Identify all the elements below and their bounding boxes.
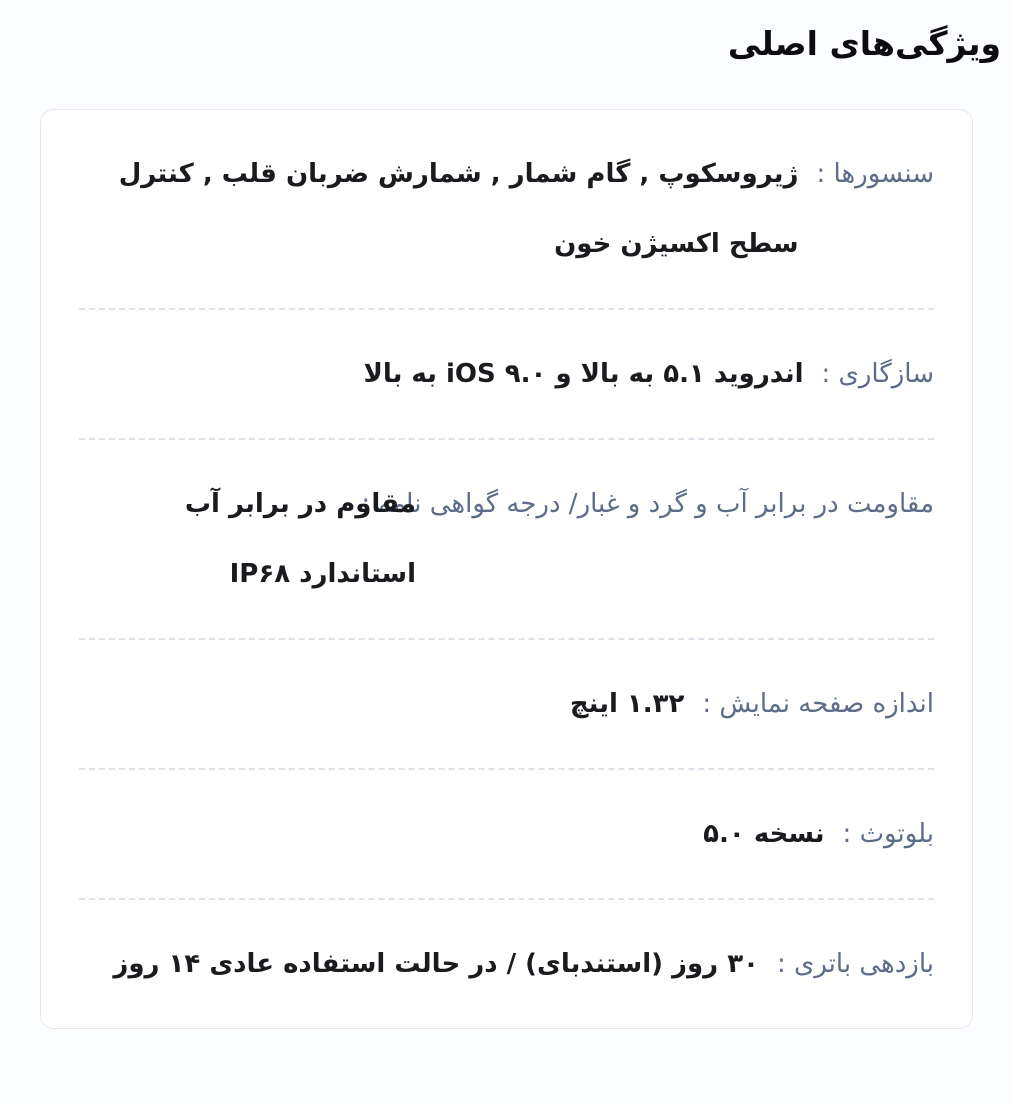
spec-value: ۳۰ روز (استندبای) / در حالت استفاده عادی ۱۴ روز <box>113 949 759 979</box>
spec-row <box>79 640 934 770</box>
spec-row <box>79 770 934 900</box>
page-title: ویژگی‌های اصلی <box>727 24 1001 63</box>
spec-value: نسخه ۵.۰ <box>703 819 825 849</box>
spec-label: بلوتوث : <box>842 819 934 849</box>
spec-label: سنسورها : <box>816 159 934 189</box>
spec-label: بازدهی باتری : <box>776 949 934 979</box>
features-card <box>40 109 973 1029</box>
spec-row <box>79 440 934 640</box>
spec-value: ۱.۳۲ اینچ <box>569 689 685 719</box>
spec-row <box>79 900 934 1028</box>
spec-value: مقاوم در برابر آب استاندارد IP۶۸ <box>184 489 416 589</box>
spec-label: اندازه صفحه نمایش : <box>702 689 934 719</box>
spec-label: مقاومت در برابر آب و گرد و غبار/ درجه گواهی نامه : <box>361 489 934 519</box>
spec-value: اندروید ۵.۱ به بالا و iOS ۹.۰ به بالا <box>363 359 804 389</box>
spec-row <box>79 310 934 440</box>
spec-row <box>79 110 934 310</box>
spec-label: سازگاری : <box>821 359 934 389</box>
spec-value: ژیروسکوپ , گام شمار , شمارش ضربان قلب , کنترل سطح اکسیژن خون <box>118 159 799 259</box>
